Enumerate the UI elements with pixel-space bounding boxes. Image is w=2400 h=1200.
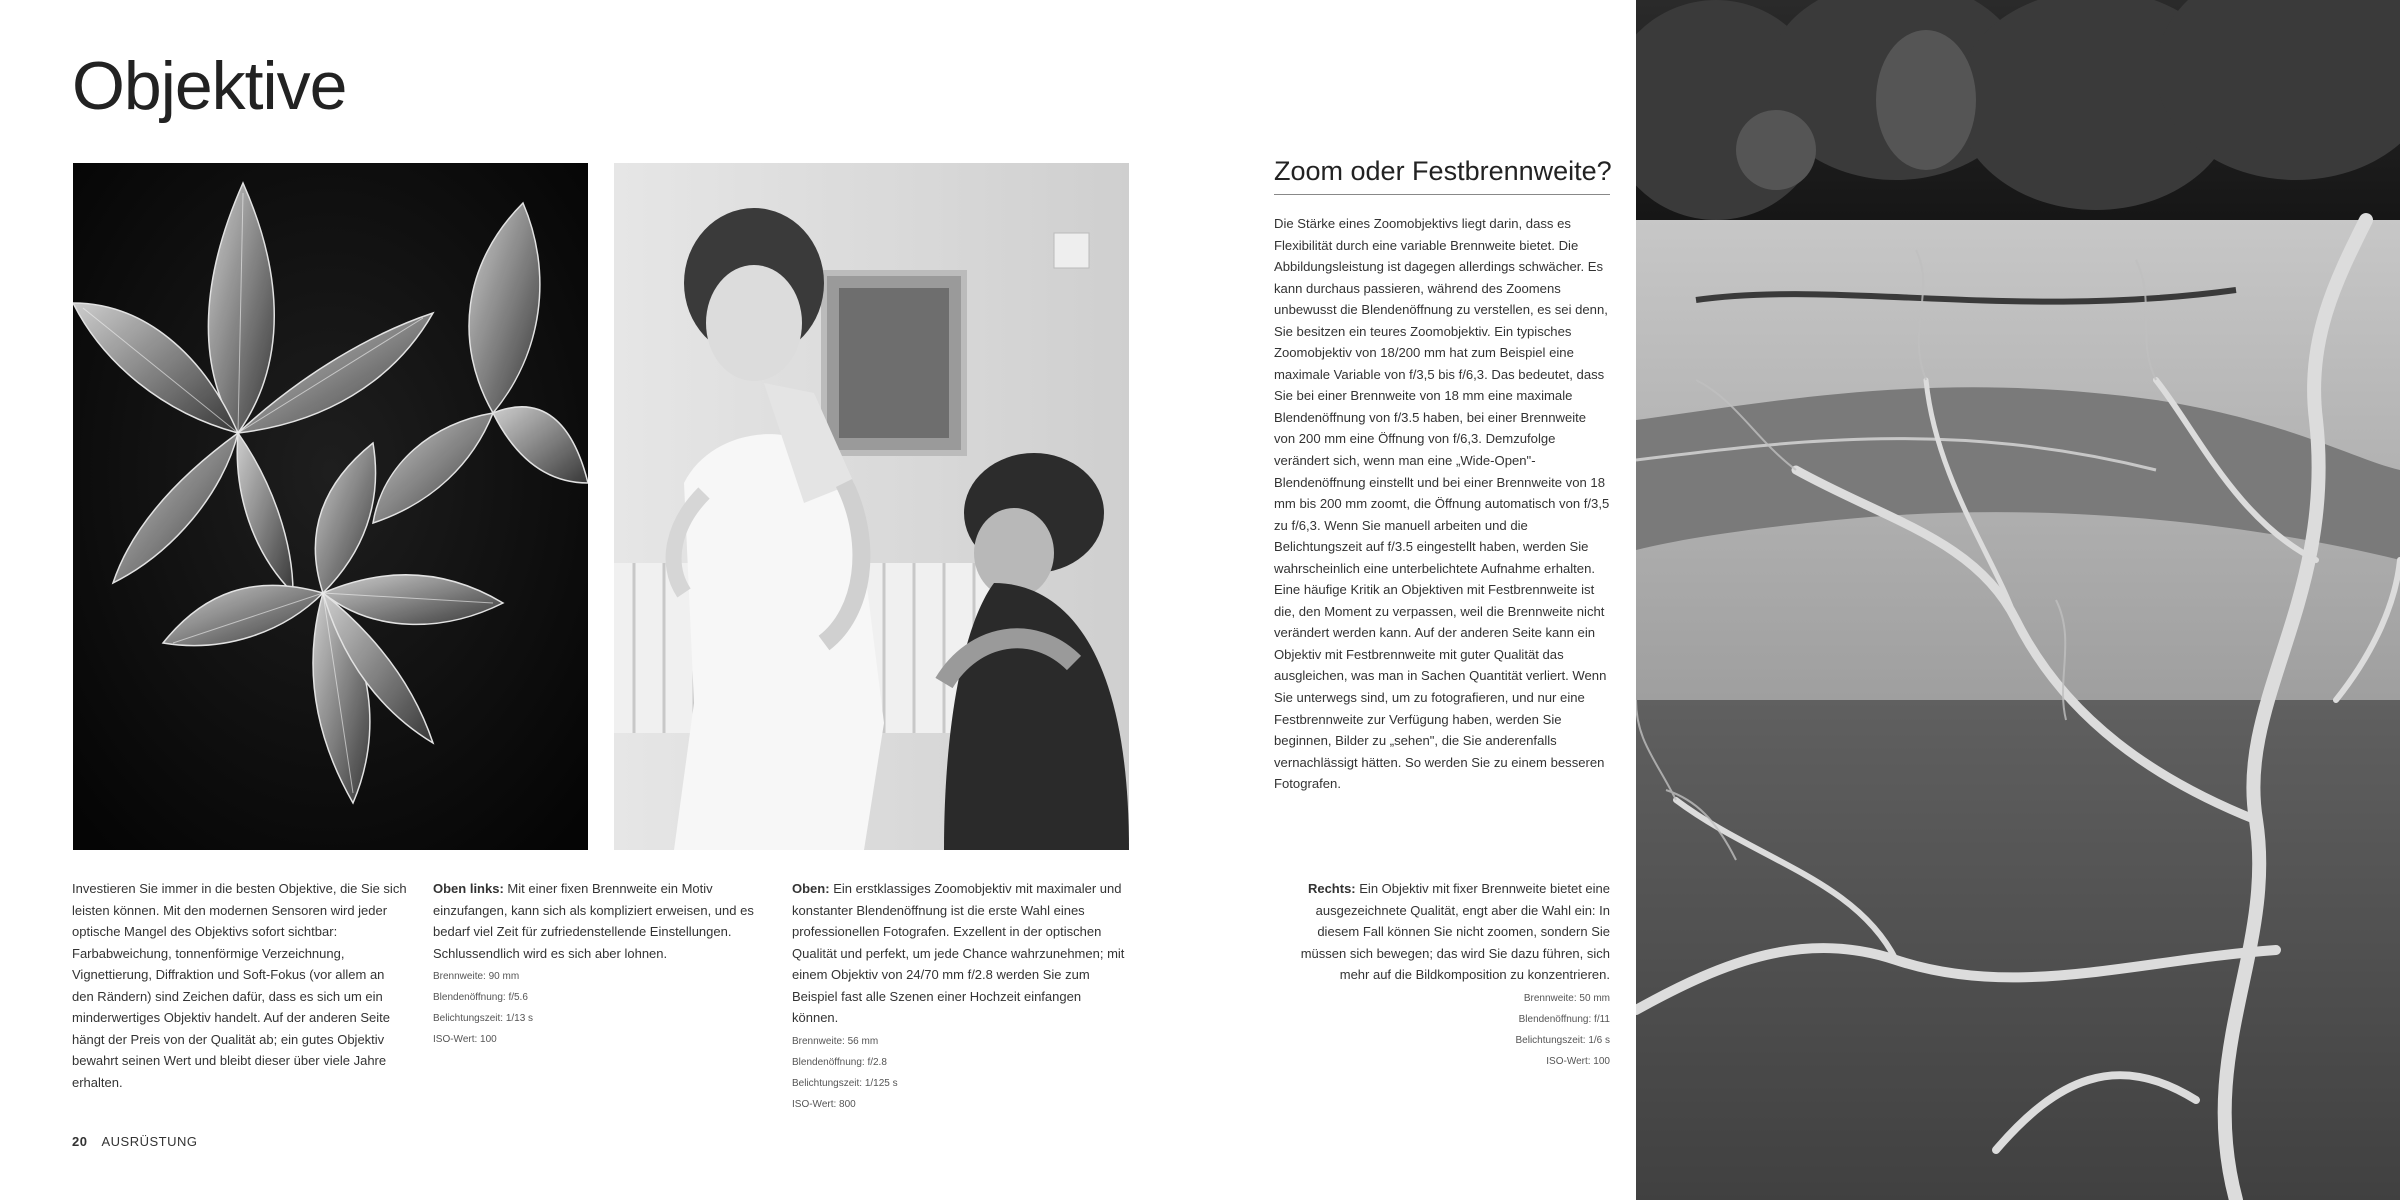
caption-top-left [433,878,769,1050]
caption-text: Ein erstklassiges Zoomobjektiv mit maximaler und konstanter Blendenöffnung ist die erste Wahl eines professionellen Fotografen. Exzellent in der optischen Qualität und perfekt, um jede Chance wahrzunehmen; mit einem Objektiv von 24/70 mm f/2.8 werden Sie zum Beispiel fast alle Szenen einer Hochzeit einfangen können. [792,881,1125,1025]
page-title: Objektive [72,48,347,124]
section-heading: Zoom oder Festbrennweite? [1274,156,1610,195]
caption-label: Oben: [792,881,830,896]
exif-aperture: Blendenöffnung: f/11 [1518,1013,1610,1025]
intro-paragraph: Investieren Sie immer in die besten Objektive, die Sie sich leisten können. Mit den modernen Sensoren wird jeder optische Mangel des Objektivs sofort sichtbar: Farbabweichung, tonnenförmige Verzeichnung, Vignettierung, Diffraktion und Soft-Fokus (vor allem an den Rändern) sind Zeichen dafür, dass es sich um ein minderwertiges Objektiv handelt. Auf der anderen Seite hängt der Preis von der Qualität ab; ein gutes Objektiv bewahrt seinen Wert und bleibt dieser über viele Jahre erhalten. [72,881,407,1090]
exif-aperture: Blendenöffnung: f/2.8 [792,1056,887,1068]
exif-iso: ISO-Wert: 800 [792,1098,856,1110]
exif-info [1274,988,1610,1072]
page-number: 20 [72,1134,88,1149]
exif-focal-length: Brennweite: 50 mm [1523,992,1610,1004]
exif-info [792,1031,1128,1115]
exif-info [433,966,769,1050]
caption-text: Ein Objektiv mit fixer Brennweite bietet eine ausgezeichnete Qualität, engt aber die Wahl ein: In diesem Fall können Sie nicht zoomen, sondern Sie müssen sich bewegen; das wird Sie dazu führen, sich mehr auf die Bildkomposition zu konzentrieren. [1300,881,1610,982]
leaves-photo [73,163,588,850]
intro-text [72,878,408,1093]
caption-label: Rechts: [1307,881,1356,896]
caption-right [1274,878,1610,1072]
page-footer [72,1134,211,1149]
exif-iso: ISO-Wert: 100 [1546,1055,1610,1067]
caption-label: Oben links: [433,881,504,896]
section-body: Die Stärke eines Zoomobjektivs liegt darin, dass es Flexibilität durch eine variable Brennweite bietet. Die Abbildungsleistung ist dagegen allerdings schwächer. Es kann durchaus passieren, während des Zoomens unbewusst die Blendenöffnung zu verstellen, es sei denn, Sie besitzen ein teures Zoomobjektiv. Ein typisches Zoomobjektiv von 18/200 mm hat zum Beispiel eine maximale Variable von f/3,5 bis f/6,3. Das bedeutet, dass Sie bei einer Brennweite von 18 mm eine maximale Blendenöffnung von f/3.5 haben, bei einer Brennweite von 200 mm eine Öffnung von f/6,3. Demzufolge verändert sich, wenn man eine „Wide-Open"-Blendenöffnung einstellt und bei einer Brennweite von 18 mm bis 200 mm zoomt, die Öffnung automatisch von f/3,5 zu f/6,3. Wenn Sie manuell arbeiten und die Belichtungszeit auf f/3.5 eingestellt haben, werden Sie wahrscheinlich eine unterbelichtete Aufnahme erhalten. Eine häufige Kritik an Objektiven mit Festbrennweite ist die, den Moment zu verpassen, weil die Brennweite nicht verändert werden kann. Auf der anderen Seite kann ein Objektiv mit Festbrennweite mit guter Qualität das ausgleichen, was man in Sachen Quantität verliert. Wenn Sie unterwegs sind, um zu fotografieren, und nur eine Festbrennweite zur Verfügung haben, werden Sie beginnen, Bilder zu „sehen", die Sie anderenfalls vernachlässigt hätten. So werden Sie zu einem besseren Fotografen. [1274,216,1610,792]
exif-shutter: Belichtungszeit: 1/6 s [1515,1034,1610,1046]
exif-focal-length: Brennweite: 56 mm [792,1035,879,1047]
caption-text: Mit einer fixen Brennweite ein Motiv einzufangen, kann sich als kompliziert erweisen, und es bedarf viel Zeit für zufriedenstellende Einstellungen. Schlussendlich wird es sich aber lohnen. [433,881,754,961]
exif-aperture: Blendenöffnung: f/5.6 [433,992,528,1003]
bride-photo [614,163,1129,850]
exif-focal-length: Brennweite: 90 mm [433,971,520,982]
section-name: AUSRÜSTUNG [101,1134,198,1149]
exif-shutter: Belichtungszeit: 1/125 s [792,1077,898,1089]
caption-top [792,878,1128,1115]
exif-shutter: Belichtungszeit: 1/13 s [433,1013,534,1024]
tree-landscape-photo [1636,0,2400,1200]
exif-iso: ISO-Wert: 100 [433,1034,497,1045]
